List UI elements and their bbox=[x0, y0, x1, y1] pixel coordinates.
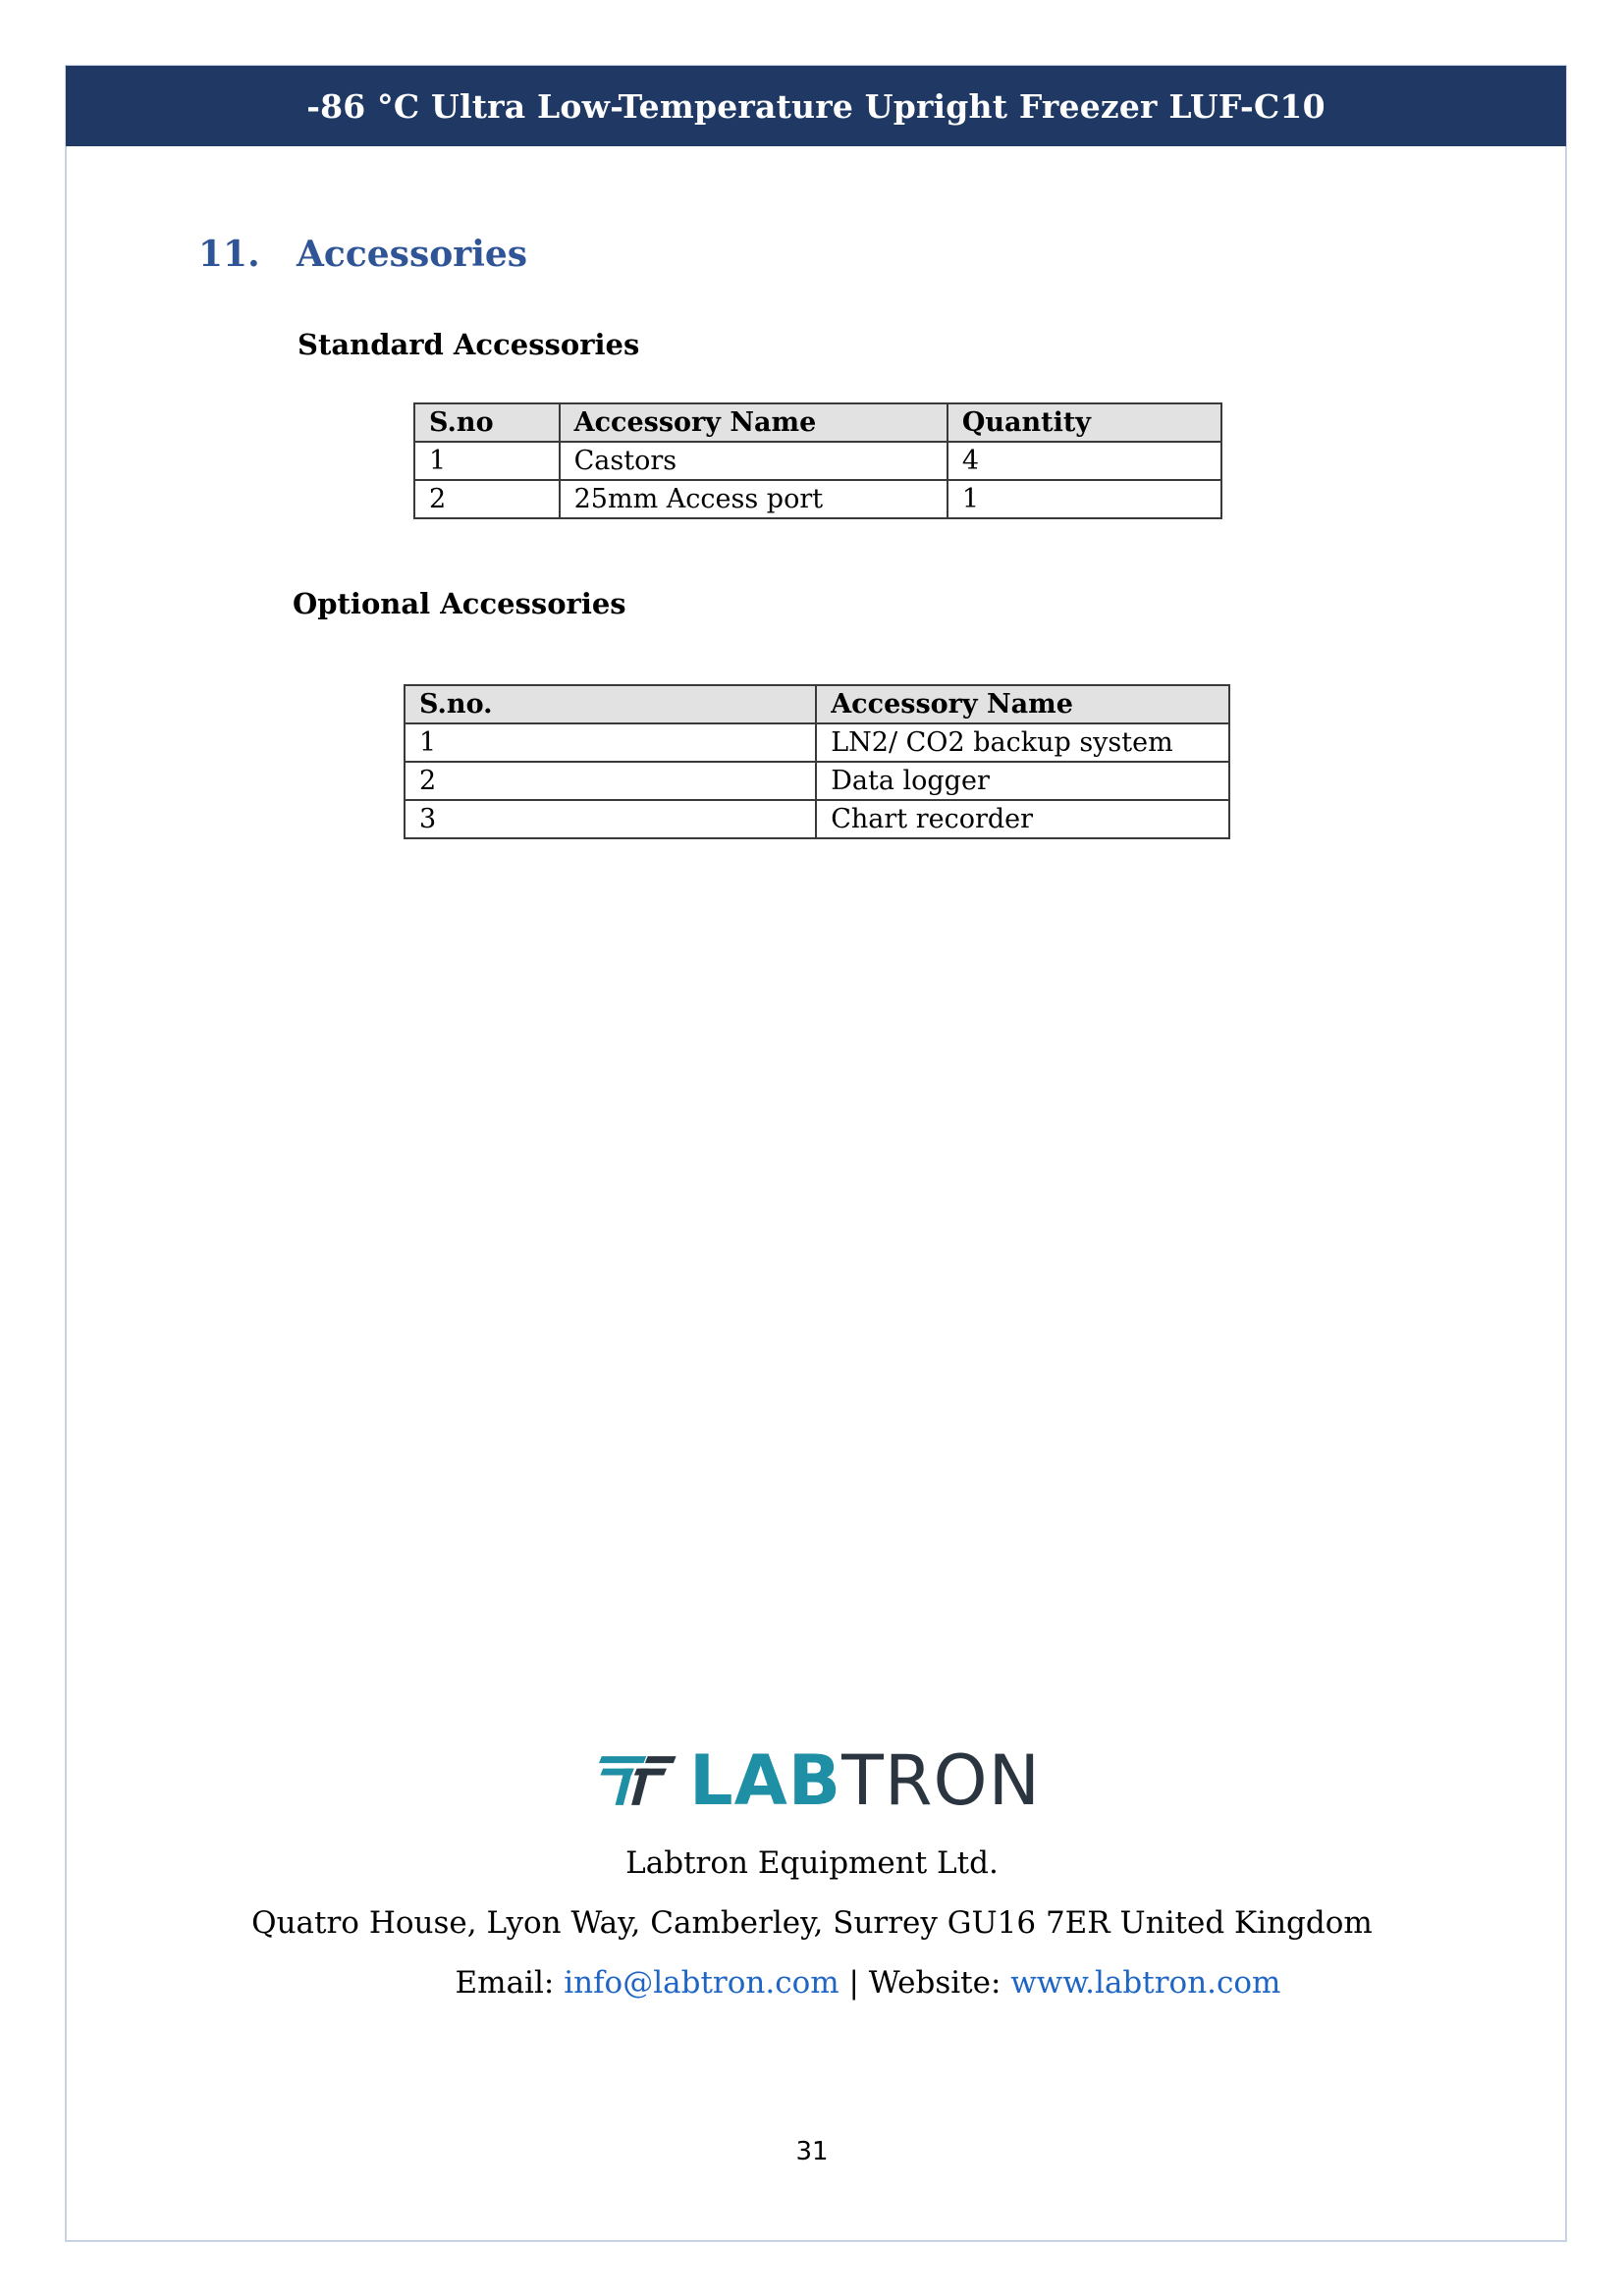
optional-accessories-heading: Optional Accessories bbox=[293, 587, 626, 620]
document-title: -86 °C Ultra Low-Temperature Upright Freezer LUF-C10 bbox=[306, 86, 1326, 126]
logo-text-lab: LAB bbox=[689, 1740, 842, 1821]
website-label: Website: bbox=[868, 1965, 1011, 2001]
labtron-logo bbox=[599, 1740, 1041, 1821]
section-heading bbox=[198, 234, 527, 275]
contact-separator: | bbox=[839, 1965, 869, 2001]
table-cell: Chart recorder bbox=[816, 800, 1229, 838]
table-cell: 4 bbox=[947, 442, 1221, 480]
table-row bbox=[414, 480, 1221, 518]
table-header-row bbox=[414, 403, 1221, 442]
table-row bbox=[405, 723, 1229, 762]
table-cell: 1 bbox=[947, 480, 1221, 518]
company-address: Quatro House, Lyon Way, Camberley, Surrey GU16 7ER United Kingdom bbox=[251, 1905, 1373, 1941]
website-link[interactable]: www.labtron.com bbox=[1010, 1965, 1281, 2001]
table-cell: LN2/ CO2 backup system bbox=[816, 723, 1229, 762]
section-number: 11. bbox=[198, 234, 260, 275]
logo-wordmark bbox=[689, 1740, 1041, 1821]
table-row bbox=[405, 800, 1229, 838]
column-header: Accessory Name bbox=[816, 685, 1229, 723]
column-header: Accessory Name bbox=[560, 403, 947, 442]
contact-line bbox=[0, 1965, 1624, 2001]
table-header-row bbox=[405, 685, 1229, 723]
labtron-logo-mark-icon bbox=[599, 1745, 677, 1816]
document-header bbox=[66, 66, 1566, 146]
email-link[interactable]: info@labtron.com bbox=[564, 1965, 839, 2001]
section-title: Accessories bbox=[297, 234, 528, 275]
logo-text-tron: TRON bbox=[841, 1740, 1041, 1821]
table-cell: 2 bbox=[405, 762, 816, 800]
standard-accessories-heading: Standard Accessories bbox=[298, 328, 640, 361]
column-header: S.no. bbox=[405, 685, 816, 723]
table-row bbox=[405, 762, 1229, 800]
email-label: Email: bbox=[455, 1965, 565, 2001]
table-row bbox=[414, 442, 1221, 480]
column-header: S.no bbox=[414, 403, 560, 442]
table-cell: Data logger bbox=[816, 762, 1229, 800]
table-cell: 1 bbox=[405, 723, 816, 762]
table-cell: 25mm Access port bbox=[560, 480, 947, 518]
table-cell: 3 bbox=[405, 800, 816, 838]
table-cell: 1 bbox=[414, 442, 560, 480]
standard-accessories-table bbox=[413, 402, 1222, 519]
table-cell: 2 bbox=[414, 480, 560, 518]
table-cell: Castors bbox=[560, 442, 947, 480]
page-number: 31 bbox=[795, 2137, 829, 2166]
optional-accessories-table bbox=[404, 684, 1230, 839]
company-name: Labtron Equipment Ltd. bbox=[625, 1845, 999, 1881]
column-header: Quantity bbox=[947, 403, 1221, 442]
